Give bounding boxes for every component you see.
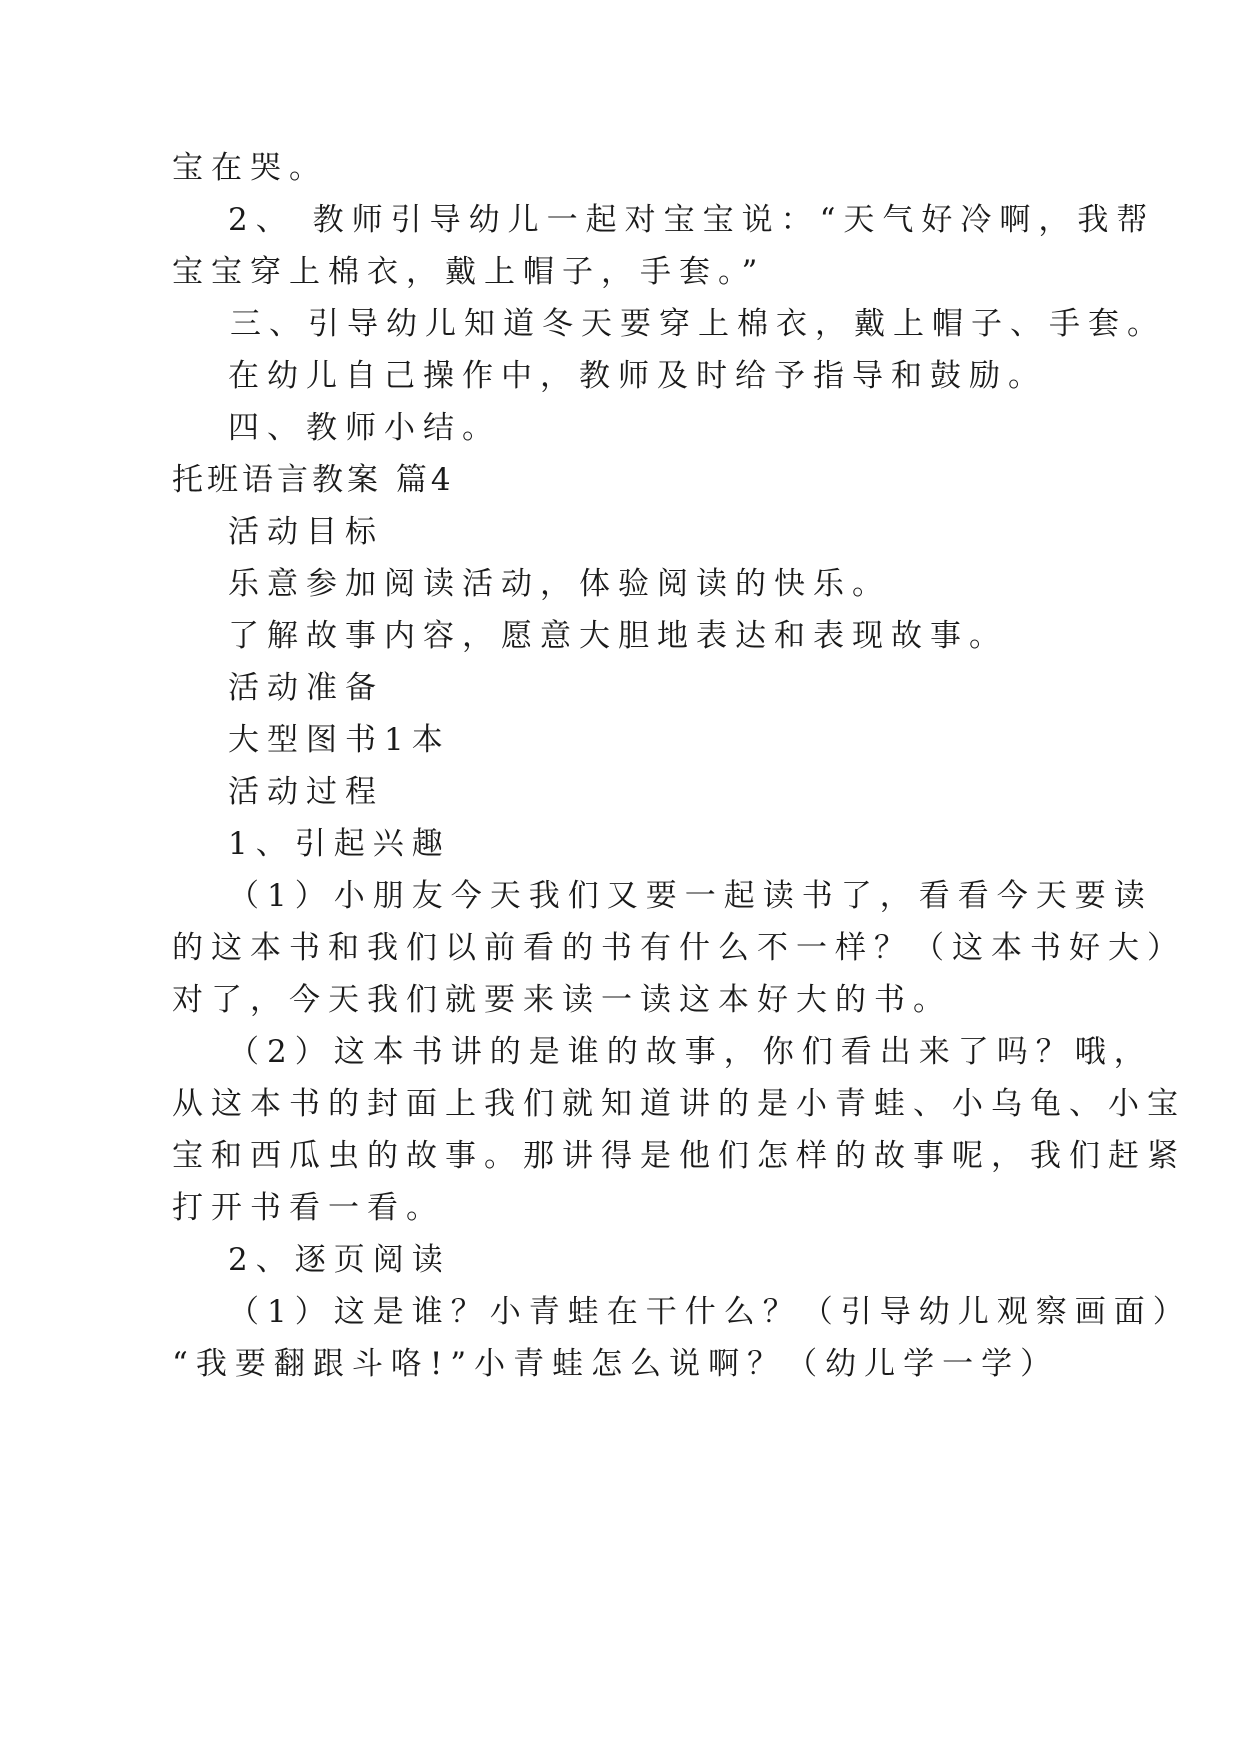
text-line: 乐意参加阅读活动，体验阅读的快乐。 — [228, 566, 891, 602]
text-line: 活动准备 — [228, 670, 384, 706]
text-line: 了解故事内容，愿意大胆地表达和表现故事。 — [228, 618, 1008, 654]
text-line: 在幼儿自己操作中，教师及时给予指导和鼓励。 — [228, 358, 1047, 394]
text-line: 从这本书的封面上我们就知道讲的是小青蛙、小乌龟、小宝 — [172, 1086, 1186, 1122]
text-line: 宝在哭。 — [172, 150, 328, 186]
text-line: “我要翻跟斗咯!”小青蛙怎么说啊？（幼儿学一学） — [172, 1346, 1060, 1382]
text-line: 打开书看一看。 — [172, 1190, 445, 1226]
text-line: （1）小朋友今天我们又要一起读书了，看看今天要读 — [228, 878, 1153, 914]
text-line: 大型图书1本 — [228, 722, 451, 758]
text-line: 三、引导幼儿知道冬天要穿上棉衣，戴上帽子、手套。 — [230, 306, 1166, 342]
text-line: 宝宝穿上棉衣，戴上帽子，手套。” — [172, 254, 766, 290]
text-line: 宝和西瓜虫的故事。那讲得是他们怎样的故事呢，我们赶紧 — [172, 1138, 1186, 1174]
text-line: 活动过程 — [228, 774, 384, 810]
section-heading: 托班语言教案 篇4 — [172, 462, 455, 498]
text-line: 2、逐页阅读 — [228, 1242, 451, 1278]
text-line: （1）这是谁？小青蛙在干什么？（引导幼儿观察画面） — [228, 1294, 1192, 1330]
text-line: 对了，今天我们就要来读一读这本好大的书。 — [172, 982, 952, 1018]
text-line: 2、 教师引导幼儿一起对宝宝说：“天气好冷啊，我帮 — [228, 202, 1156, 238]
text-line: 的这本书和我们以前看的书有什么不一样？（这本书好大） — [172, 930, 1186, 966]
text-line: （2）这本书讲的是谁的故事，你们看出来了吗？哦， — [228, 1034, 1153, 1070]
text-line: 四、教师小结。 — [228, 410, 501, 446]
text-line: 活动目标 — [228, 514, 384, 550]
text-line: 1、引起兴趣 — [228, 826, 451, 862]
